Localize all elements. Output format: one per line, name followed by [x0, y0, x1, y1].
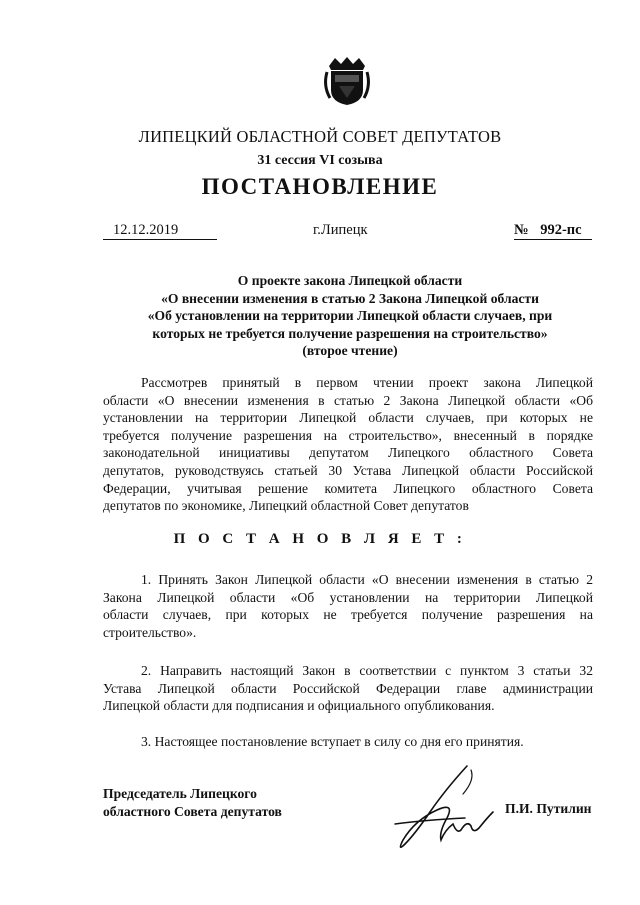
- paragraph-line: требуется получение разрешения на строительство», внесенный в порядке: [103, 427, 593, 443]
- position-line: Председатель Липецкого: [103, 786, 257, 801]
- paragraph-line: области случаев, при которых не требуется получение разрешения на: [103, 607, 593, 623]
- subject-line: «О внесении изменения в статью 2 Закона Липецкой области: [161, 290, 539, 306]
- handwritten-signature-icon: [375, 760, 515, 860]
- decision-item-3: [103, 733, 593, 751]
- paragraph-line: законодательной инициативы депутатом Липецкого областного Совета: [103, 445, 593, 461]
- paragraph-line: Устава Липецкой области Российской Федерации главе администрации: [103, 680, 593, 696]
- document-date: 12.12.2019: [103, 222, 217, 240]
- paragraph-line: 1. Принять Закон Липецкой области «О внесении изменения в статью 2: [141, 572, 593, 587]
- paragraph-line: строительство».: [103, 624, 197, 640]
- decision-item-1: [103, 571, 593, 641]
- session-line: 31 сессия VI созыва: [257, 153, 383, 168]
- paragraph-line: установлении на территории Липецкой области случаев, при которых не: [103, 410, 593, 426]
- paragraph-line: 2. Направить настоящий Закон в соответствии с пунктом 3 статьи 32: [141, 663, 593, 678]
- decision-item-2: [103, 662, 593, 715]
- paragraph-line: депутатов по экономике, Липецкий областной Совет депутатов: [103, 498, 469, 514]
- document-subject: [120, 272, 580, 360]
- decree-heading: П О С Т А Н О В Л Я Е Т :: [173, 531, 467, 547]
- subject-line: О проекте закона Липецкой области: [237, 273, 463, 288]
- coat-of-arms-icon: [321, 56, 373, 106]
- subject-line: (второе чтение): [302, 343, 398, 358]
- paragraph-line: области «О внесении изменения в статью 2 Закона Липецкой области «Об: [103, 392, 593, 408]
- signatory-name: П.И. Путилин: [505, 801, 592, 816]
- paragraph-line: 3. Настоящее постановление вступает в силу со дня его принятия.: [141, 734, 524, 749]
- number-label: №: [514, 222, 529, 238]
- preamble-paragraph: [103, 374, 593, 515]
- document-type: ПОСТАНОВЛЕНИЕ: [201, 174, 439, 199]
- document-city: г.Липецк: [313, 222, 368, 238]
- paragraph-line: Федерации, учитывая решение комитета Липецкого областного Совета: [103, 480, 593, 496]
- organization-title: ЛИПЕЦКИЙ ОБЛАСТНОЙ СОВЕТ ДЕПУТАТОВ: [138, 127, 502, 146]
- paragraph-line: депутатов, руководствуясь статьей 30 Устава Липецкой области Российской: [103, 462, 593, 478]
- signatory-position: [103, 785, 282, 821]
- subject-line: которых не требуется получение разрешения на строительство»: [152, 325, 548, 341]
- number-value: 992-пс: [540, 222, 582, 238]
- subject-line: «Об установлении на территории Липецкой области случаев, при: [147, 308, 553, 323]
- position-line: областного Совета депутатов: [103, 804, 282, 819]
- paragraph-line: Липецкой области для подписания и официального опубликования.: [103, 698, 495, 714]
- paragraph-line: Рассмотрев принятый в первом чтении проект закона Липецкой: [141, 375, 593, 390]
- paragraph-line: Закона Липецкой области «Об установлении на территории Липецкой: [103, 589, 593, 605]
- document-number: [514, 222, 592, 240]
